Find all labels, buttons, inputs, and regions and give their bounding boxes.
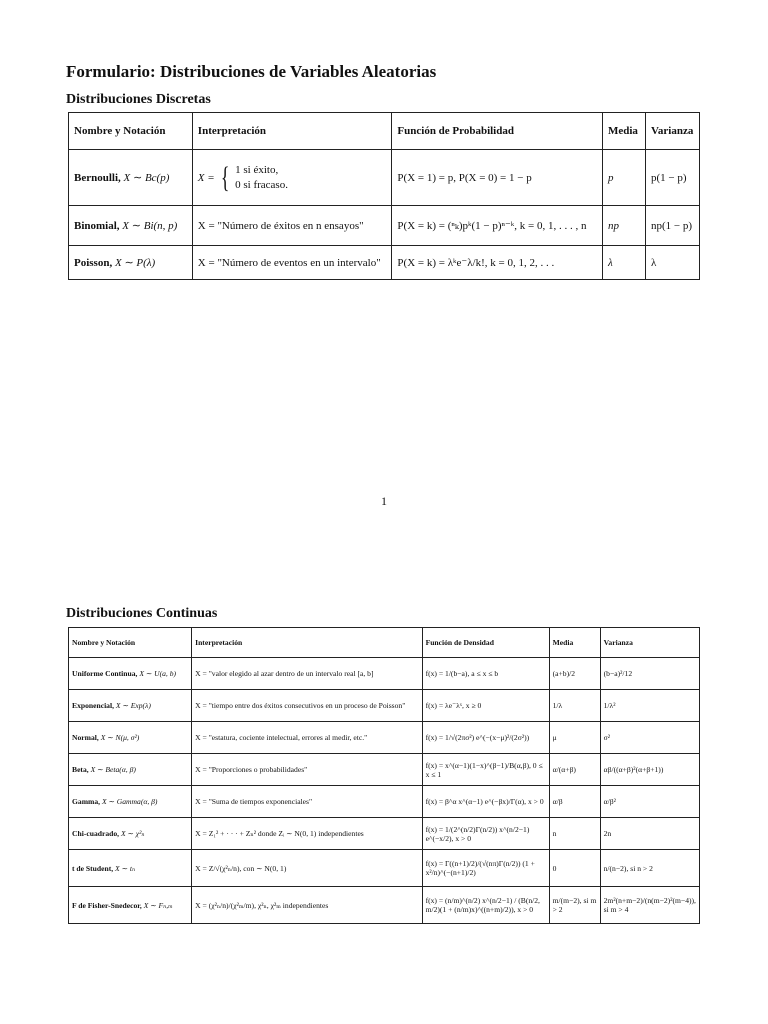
function-cell: f(x) = λe⁻λˣ, x ≥ 0	[422, 690, 549, 722]
dist-name-cell	[69, 786, 192, 818]
function-cell: f(x) = x^(α−1)(1−x)^(β−1)/B(α,β), 0 ≤ x ≤ 1	[422, 754, 549, 786]
header-function: Función de Densidad	[422, 628, 549, 658]
dist-notation: X ∼ tₙ	[115, 863, 136, 873]
mean-cell	[602, 150, 645, 206]
dist-name: Chi-cuadrado,	[72, 829, 120, 838]
discrete-heading: Distribuciones Discretas	[66, 92, 211, 107]
interpretation-cell: X = "valor elegido al azar dentro de un intervalo real [a, b]	[192, 658, 422, 690]
mean-cell: α/β	[549, 786, 600, 818]
mean-cell: m/(m−2), si m > 2	[549, 887, 600, 924]
dist-name: Binomial,	[74, 220, 120, 232]
mean-cell: α/(α+β)	[549, 754, 600, 786]
case-failure: 0 si fracaso.	[235, 178, 288, 191]
table-row	[69, 887, 700, 924]
header-mean: Media	[602, 113, 645, 150]
brace-symbol: {	[220, 160, 230, 194]
function-cell: P(X = 1) = p, P(X = 0) = 1 − p	[392, 150, 603, 206]
dist-notation: X ∼ Bc(p)	[123, 172, 170, 184]
variance-cell: (b−a)²/12	[600, 658, 699, 690]
page-number: 1	[381, 494, 387, 508]
dist-name: Poisson,	[74, 257, 113, 269]
header-interpretation: Interpretación	[192, 113, 392, 150]
interpretation-cell: X = "estatura, cociente intelectual, errores al medir, etc."	[192, 722, 422, 754]
dist-name-cell	[69, 850, 192, 887]
dist-name: Normal,	[72, 733, 99, 742]
mean-cell	[602, 206, 645, 246]
piecewise-cases	[235, 163, 288, 193]
dist-notation: X ∼ Bi(n, p)	[122, 220, 178, 232]
variance-cell: n/(n−2), si n > 2	[600, 850, 699, 887]
dist-notation: X ∼ P(λ)	[114, 257, 156, 269]
variance-cell: 2n	[600, 818, 699, 850]
dist-name: F de Fisher-Snedecor,	[72, 900, 142, 910]
interpretation-cell: X = Z₁² + · · · + Zₙ² donde Zᵢ ∼ N(0, 1) independientes	[192, 818, 422, 850]
continuous-table	[68, 627, 700, 924]
interpretation-cell: X = (χ²ₙ/n)/(χ²ₘ/m), χ²ₙ, χ²ₘ independientes	[192, 887, 422, 924]
variance-cell: σ²	[600, 722, 699, 754]
header-variance: Varianza	[645, 113, 699, 150]
function-cell: P(X = k) = (ⁿₖ)pᵏ(1 − p)ⁿ⁻ᵏ, k = 0, 1, . . . , n	[392, 206, 603, 246]
function-cell: P(X = k) = λᵏe⁻λ/k!, k = 0, 1, 2, . . .	[392, 246, 603, 280]
dist-name-cell	[69, 150, 193, 206]
dist-notation: X ∼ χ²ₙ	[120, 829, 145, 838]
piecewise-lhs: X =	[197, 171, 215, 184]
header-function: Función de Probabilidad	[392, 113, 603, 150]
dist-notation: X ∼ Beta(α, β)	[90, 765, 136, 774]
dist-name-cell	[69, 658, 192, 690]
table-row	[69, 850, 700, 887]
table-row	[69, 658, 700, 690]
table-row	[69, 722, 700, 754]
dist-name-cell	[69, 754, 192, 786]
header-variance: Varianza	[600, 628, 699, 658]
dist-name: Bernoulli,	[74, 172, 121, 184]
table-header-row	[69, 113, 700, 150]
table-row	[69, 786, 700, 818]
dist-notation: X ∼ Fₙ,ₘ	[143, 900, 173, 910]
piecewise	[197, 160, 288, 194]
interpretation-cell: X = "Número de éxitos en n ensayos"	[192, 206, 392, 246]
mean-value: np	[607, 219, 619, 232]
variance-cell: 1/λ²	[600, 690, 699, 722]
discrete-table	[68, 112, 700, 280]
mean-cell: 0	[549, 850, 600, 887]
dist-notation: X ∼ Exp(λ)	[115, 701, 151, 710]
dist-name: t de Student,	[72, 863, 114, 873]
function-cell: f(x) = 1/√(2πσ²) e^(−(x−μ)²/(2σ²))	[422, 722, 549, 754]
dist-name-cell	[69, 722, 192, 754]
dist-name-cell	[69, 206, 193, 246]
interpretation-cell: X = "Número de eventos en un intervalo"	[192, 246, 392, 280]
table-header-row	[69, 628, 700, 658]
mean-cell: (a+b)/2	[549, 658, 600, 690]
mean-value: λ	[607, 256, 613, 269]
interpretation-cell: X = "Suma de tiempos exponenciales"	[192, 786, 422, 818]
function-cell: f(x) = Γ((n+1)/2)/(√(nπ)Γ(n/2)) (1 + x²/n)^(−(n+1)/2)	[422, 850, 549, 887]
variance-cell: np(1 − p)	[645, 206, 699, 246]
table-row	[69, 754, 700, 786]
mean-value: p	[607, 171, 614, 184]
header-mean: Media	[549, 628, 600, 658]
variance-cell: αβ/((α+β)²(α+β+1))	[600, 754, 699, 786]
variance-cell: p(1 − p)	[645, 150, 699, 206]
dist-name-cell	[69, 246, 193, 280]
variance-cell: λ	[645, 246, 699, 280]
table-row	[69, 246, 700, 280]
table-row	[69, 690, 700, 722]
variance-cell: 2m²(n+m−2)/(n(m−2)²(m−4)), si m > 4	[600, 887, 699, 924]
case-success: 1 si éxito,	[235, 163, 279, 176]
dist-name: Exponencial,	[72, 701, 114, 710]
interpretation-cell: X = "tiempo entre dos éxitos consecutivos en un proceso de Poisson"	[192, 690, 422, 722]
dist-name: Gamma,	[72, 797, 101, 806]
dist-notation: X ∼ N(μ, σ²)	[100, 733, 140, 742]
function-cell: f(x) = 1/(2^(n/2)Γ(n/2)) x^(n/2−1) e^(−x/2), x > 0	[422, 818, 549, 850]
header-name: Nombre y Notación	[69, 628, 192, 658]
dist-notation: X ∼ U(a, b)	[139, 669, 177, 678]
document-title: Formulario: Distribuciones de Variables Aleatorias	[66, 62, 437, 81]
dist-notation: X ∼ Gamma(α, β)	[101, 797, 158, 806]
header-interpretation: Interpretación	[192, 628, 422, 658]
dist-name: Beta,	[72, 765, 89, 774]
interpretation-cell: X = Z/√(χ²ₙ/n), con ∼ N(0, 1)	[192, 850, 422, 887]
dist-name-cell	[69, 887, 192, 924]
table-row	[69, 818, 700, 850]
header-name: Nombre y Notación	[69, 113, 193, 150]
function-cell: f(x) = 1/(b−a), a ≤ x ≤ b	[422, 658, 549, 690]
mean-cell: n	[549, 818, 600, 850]
function-cell: f(x) = (n/m)^(n/2) x^(n/2−1) / (B(n/2, m/2)(1 + (n/m)x)^((n+m)/2)), x > 0	[422, 887, 549, 924]
table-row	[69, 150, 700, 206]
variance-cell: α/β²	[600, 786, 699, 818]
dist-name: Uniforme Continua,	[72, 669, 138, 678]
mean-cell: μ	[549, 722, 600, 754]
mean-cell: 1/λ	[549, 690, 600, 722]
interpretation-cell	[192, 150, 392, 206]
mean-cell	[602, 246, 645, 280]
dist-name-cell	[69, 690, 192, 722]
continuous-heading: Distribuciones Continuas	[66, 606, 218, 621]
interpretation-cell: X = "Proporciones o probabilidades"	[192, 754, 422, 786]
table-row	[69, 206, 700, 246]
dist-name-cell	[69, 818, 192, 850]
function-cell: f(x) = β^α x^(α−1) e^(−βx)/Γ(α), x > 0	[422, 786, 549, 818]
